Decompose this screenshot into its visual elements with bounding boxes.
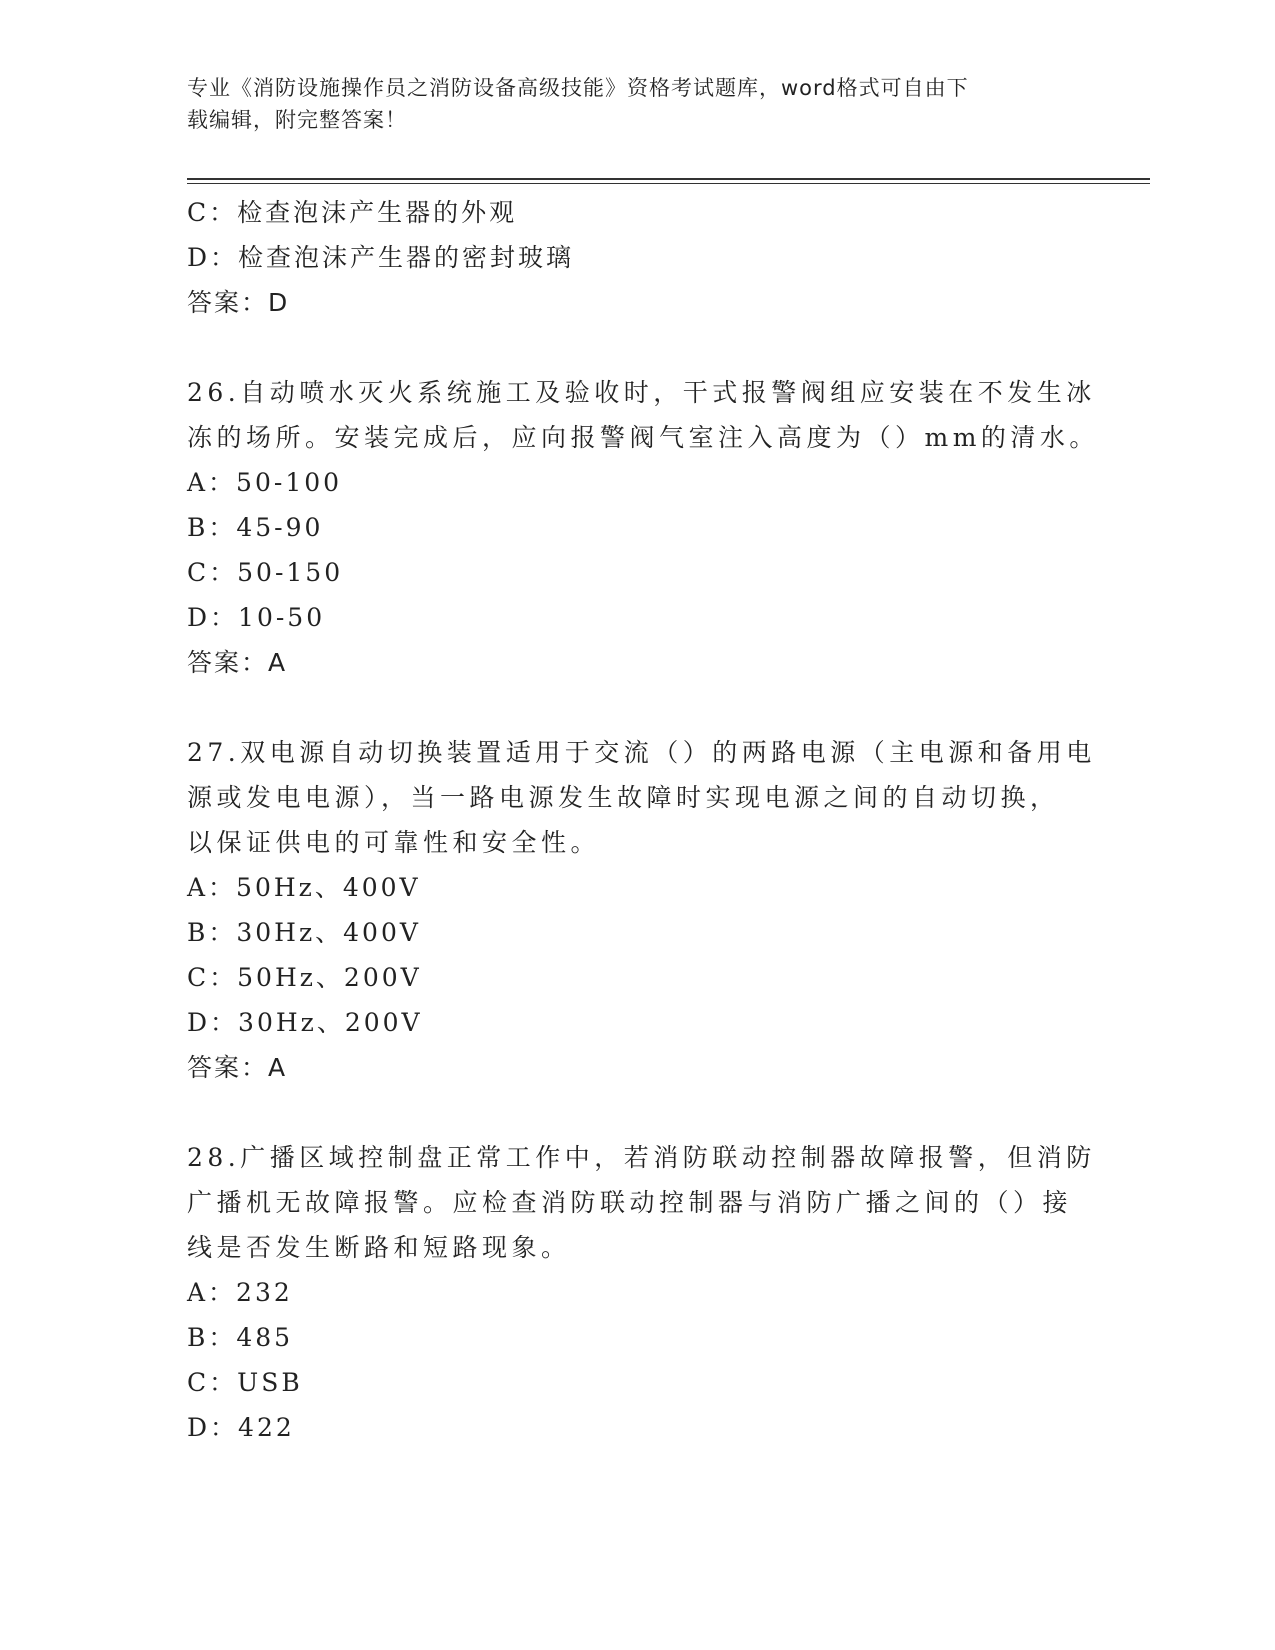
option-a: A：232: [187, 1278, 293, 1307]
document-body: [187, 190, 1099, 1450]
answer-line: 答案：D: [187, 288, 290, 317]
option-d: D：422: [187, 1413, 295, 1442]
question-text-line: 广播机无故障报警。应检查消防联动控制器与消防广播之间的（）接: [187, 1188, 1073, 1217]
option-b: B：45-90: [187, 513, 324, 542]
option-a: A：50Hz、400V: [187, 873, 421, 902]
header-line-1: 专业《消防设施操作员之消防设备高级技能》资格考试题库，word格式可自由下: [187, 76, 969, 100]
question-text-line: 线是否发生断路和短路现象。: [187, 1233, 571, 1262]
option-c: C：检查泡沫产生器的外观: [187, 198, 518, 227]
question-26: [187, 370, 1099, 685]
option-d: D：检查泡沫产生器的密封玻璃: [187, 243, 575, 272]
option-a: A：50-100: [187, 468, 343, 497]
header-line-2: 载编辑，附完整答案！: [187, 108, 407, 132]
answer-line: 答案：A: [187, 648, 288, 677]
question-text-line: 28.广播区域控制盘正常工作中，若消防联动控制器故障报警，但消防: [187, 1143, 1096, 1172]
option-c: C：50-150: [187, 558, 344, 587]
document-header: [187, 72, 1067, 136]
option-c: C：USB: [187, 1368, 303, 1397]
question-28: [187, 1135, 1096, 1450]
option-b: B：485: [187, 1323, 294, 1352]
question-text-line: 以保证供电的可靠性和安全性。: [187, 828, 601, 857]
question-text-line: 27.双电源自动切换装置适用于交流（）的两路电源（主电源和备用电: [187, 738, 1096, 767]
question-text-line: 源或发电电源），当一路电源发生故障时实现电源之间的自动切换，: [187, 783, 1060, 812]
header-divider-thin: [187, 183, 1150, 184]
option-b: B：30Hz、400V: [187, 918, 421, 947]
answer-line: 答案：A: [187, 1053, 288, 1082]
option-d: D：10-50: [187, 603, 326, 632]
question-text-line: 冻的场所。安装完成后，应向报警阀气室注入高度为（）mm的清水。: [187, 423, 1099, 452]
header-divider: [187, 178, 1150, 180]
option-d: D：30Hz、200V: [187, 1008, 423, 1037]
option-c: C：50Hz、200V: [187, 963, 422, 992]
question-27: [187, 730, 1096, 1090]
question-text-line: 26.自动喷水灭火系统施工及验收时，干式报警阀组应安装在不发生冰: [187, 378, 1096, 407]
